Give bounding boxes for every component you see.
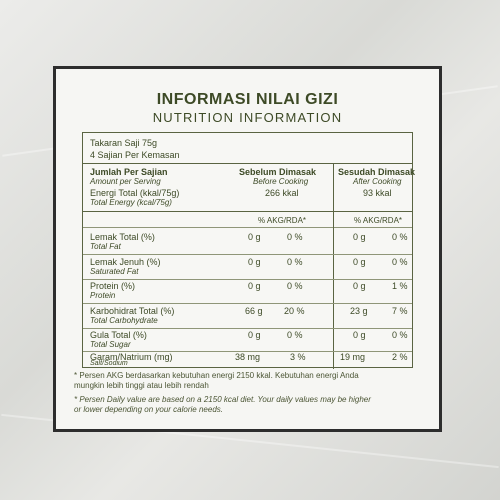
before-amount: 0 g bbox=[248, 257, 261, 267]
before-percent: 3 % bbox=[290, 352, 306, 362]
divider bbox=[83, 211, 412, 212]
footnote-id: * Persen AKG berdasarkan kebutuhan energi 2150 kkal. Kebutuhan energi Anda mungkin lebih tinggi atau lebih rendah bbox=[74, 371, 359, 390]
before-cooking-header-en: Before Cooking bbox=[253, 177, 309, 186]
divider bbox=[83, 303, 412, 304]
divider bbox=[83, 328, 412, 329]
energy-after: 93 kkal bbox=[363, 188, 392, 198]
label-subtitle: NUTRITION INFORMATION bbox=[152, 110, 343, 125]
footnote-en: * Persen Daily value are based on a 2150 kcal diet. Your daily values may be higher or lower depending on your calorie needs. bbox=[74, 395, 371, 414]
nutrient-label: Protein (%) bbox=[90, 281, 136, 291]
after-percent: 2 % bbox=[392, 352, 408, 362]
nutrient-label-en: Saturated Fat bbox=[90, 267, 139, 276]
akg-header-after: % AKG/RDA* bbox=[354, 216, 403, 225]
servings-per-pack: 4 Sajian Per Kemasan bbox=[90, 150, 180, 160]
nutrient-label: Lemak Jenuh (%) bbox=[90, 257, 161, 267]
before-amount: 66 g bbox=[245, 306, 263, 316]
after-amount: 0 g bbox=[353, 330, 366, 340]
after-amount: 0 g bbox=[353, 257, 366, 267]
nutrient-label: Karbohidrat Total (%) bbox=[90, 306, 175, 316]
after-percent: 0 % bbox=[392, 330, 408, 340]
nutrition-label bbox=[53, 66, 442, 432]
before-percent: 0 % bbox=[287, 330, 303, 340]
nutrient-label-en: Total Sugar bbox=[90, 340, 131, 349]
after-cooking-header: Sesudah Dimasak bbox=[338, 167, 416, 177]
amount-header: Jumlah Per Sajian bbox=[90, 167, 168, 177]
before-percent: 20 % bbox=[284, 306, 305, 316]
nutrition-table bbox=[82, 132, 416, 368]
after-percent: 0 % bbox=[392, 257, 408, 267]
column-separator bbox=[333, 163, 334, 369]
after-percent: 7 % bbox=[392, 306, 408, 316]
after-amount: 0 g bbox=[353, 281, 366, 291]
before-percent: 0 % bbox=[287, 232, 303, 242]
after-amount: 23 g bbox=[350, 306, 368, 316]
before-amount: 0 g bbox=[248, 330, 261, 340]
nutrient-label: Gula Total (%) bbox=[90, 330, 147, 340]
nutrient-label-en: Salt/Sodium bbox=[90, 360, 128, 367]
nutrient-label: Lemak Total (%) bbox=[90, 232, 155, 242]
nutrient-label: Garam/Natrium (mg) bbox=[90, 352, 173, 362]
divider bbox=[83, 163, 412, 164]
before-percent: 0 % bbox=[287, 281, 303, 291]
after-percent: 1 % bbox=[392, 281, 408, 291]
divider bbox=[83, 227, 412, 228]
before-amount: 0 g bbox=[248, 232, 261, 242]
divider bbox=[83, 279, 412, 280]
before-amount: 38 mg bbox=[235, 352, 261, 362]
before-cooking-header: Sebelum Dimasak bbox=[239, 167, 317, 177]
label-title: INFORMASI NILAI GIZI bbox=[156, 91, 339, 108]
energy-label: Energi Total (kkal/75g) bbox=[90, 188, 180, 198]
before-amount: 0 g bbox=[248, 281, 261, 291]
amount-header-en: Amount per Serving bbox=[90, 177, 161, 186]
akg-header-before: % AKG/RDA* bbox=[258, 216, 307, 225]
energy-label-en: Total Energy (kcal/75g) bbox=[90, 198, 172, 207]
energy-before: 266 kkal bbox=[265, 188, 299, 198]
after-percent: 0 % bbox=[392, 232, 408, 242]
nutrient-label-en: Total Carbohydrate bbox=[90, 316, 158, 325]
before-percent: 0 % bbox=[287, 257, 303, 267]
divider bbox=[83, 254, 412, 255]
nutrient-label-en: Total Fat bbox=[90, 242, 121, 251]
after-amount: 19 mg bbox=[340, 352, 366, 362]
nutrient-label-en: Protein bbox=[90, 291, 116, 300]
after-amount: 0 g bbox=[353, 232, 366, 242]
after-cooking-header-en: After Cooking bbox=[353, 177, 402, 186]
serving-size: Takaran Saji 75g bbox=[90, 138, 158, 148]
